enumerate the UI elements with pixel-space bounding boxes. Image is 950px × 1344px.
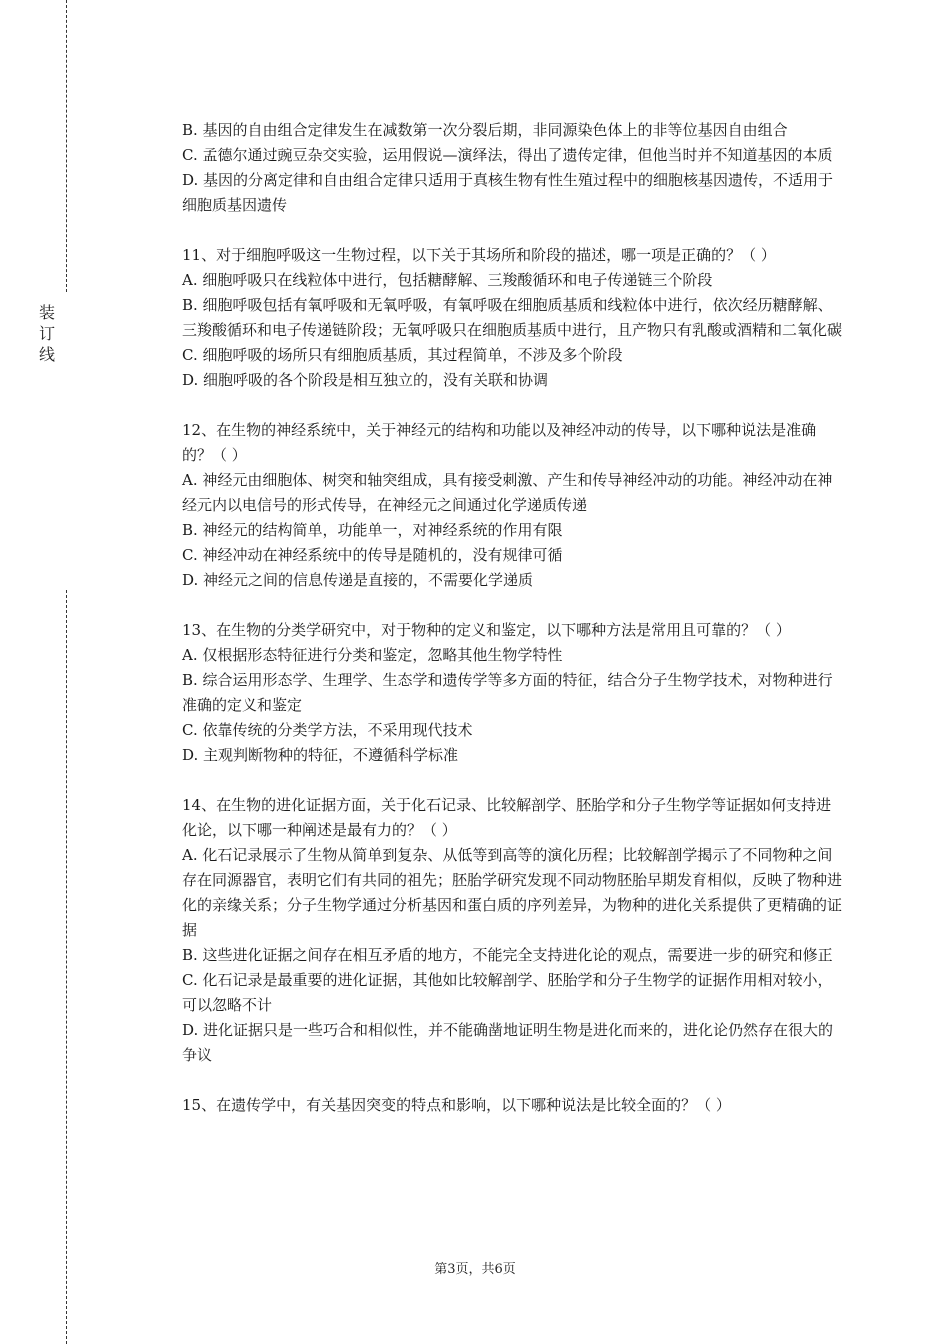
option-c: C. 依靠传统的分类学方法，不采用现代技术 [182,721,473,739]
binding-char: 装 [38,303,55,322]
option-b: B. 基因的自由组合定律发生在减数第一次分裂后期，非同源染色体上的非等位基因自由组合 [182,121,788,139]
question-stem: 11、对于细胞呼吸这一生物过程，以下关于其场所和阶段的描述，哪一项是正确的？（ ） [182,246,776,264]
option-a: A. 化石记录展示了生物从简单到复杂、从低等到高等的演化历程；比较解剖学揭示了不同物种之间存在同源器官，表明它们有共同的祖先；胚胎学研究发现不同动物胚胎早期发育相似，反映了物种进化的亲缘关系；分子生物学通过分析基因和蛋白质的序列差异，为物种的进化关系提供了更精确的证据 [182,846,843,939]
binding-dashed-line-bottom [66,590,67,1344]
binding-label [36,302,58,365]
question-stem: 12、在生物的神经系统中，关于神经元的结构和功能以及神经冲动的传导，以下哪种说法是准确的？（ ） [182,421,817,464]
option-a: A. 仅根据形态特征进行分类和鉴定，忽略其他生物学特性 [182,646,563,664]
option-c: C. 孟德尔通过豌豆杂交实验，运用假说—演绎法，得出了遗传定律，但他当时并不知道基因的本质 [182,146,833,164]
question-11 [182,243,842,393]
question-stem: 13、在生物的分类学研究中，对于物种的定义和鉴定，以下哪种方法是常用且可靠的？（ ） [182,621,791,639]
question-15 [182,1093,842,1118]
option-d: D. 神经元之间的信息传递是直接的，不需要化学递质 [182,571,534,589]
option-b: B. 神经元的结构简单，功能单一，对神经系统的作用有限 [182,521,563,539]
question-13 [182,618,842,768]
option-a: A. 神经元由细胞体、树突和轴突组成，具有接受刺激、产生和传导神经冲动的功能。神经冲动在神经元内以电信号的形式传导，在神经元之间通过化学递质传递 [182,471,833,514]
continued-question [182,118,842,218]
binding-char: 订 [38,324,55,343]
option-b: B. 综合运用形态学、生理学、生态学和遗传学等多方面的特征，结合分子生物学技术，对物种进行准确的定义和鉴定 [182,671,833,714]
question-stem: 14、在生物的进化证据方面，关于化石记录、比较解剖学、胚胎学和分子生物学等证据如何支持进化论，以下哪一种阐述是最有力的？（ ） [182,796,832,839]
page-content [182,118,842,1143]
option-c: C. 化石记录是最重要的进化证据，其他如比较解剖学、胚胎学和分子生物学的证据作用相对较小，可以忽略不计 [182,971,833,1014]
question-14 [182,793,842,1068]
binding-dashed-line-top [66,0,67,292]
option-c: C. 细胞呼吸的场所只有细胞质基质，其过程简单，不涉及多个阶段 [182,346,623,364]
option-d: D. 细胞呼吸的各个阶段是相互独立的，没有关联和协调 [182,371,549,389]
question-12 [182,418,842,593]
option-d: D. 进化证据只是一些巧合和相似性，并不能确凿地证明生物是进化而来的，进化论仍然存在很大的争议 [182,1021,834,1064]
option-d: D. 基因的分离定律和自由组合定律只适用于真核生物有性生殖过程中的细胞核基因遗传，不适用于细胞质基因遗传 [182,171,834,214]
option-b: B. 细胞呼吸包括有氧呼吸和无氧呼吸，有氧呼吸在细胞质基质和线粒体中进行，依次经历糖酵解、三羧酸循环和电子传递链阶段；无氧呼吸只在细胞质基质中进行，且产物只有乳酸或酒精和二氧化碳 [182,296,843,339]
binding-char: 线 [38,345,55,364]
option-d: D. 主观判断物种的特征，不遵循科学标准 [182,746,459,764]
question-stem: 15、在遗传学中，有关基因突变的特点和影响，以下哪种说法是比较全面的？（ ） [182,1096,731,1114]
page-number: 第3页，共6页 [434,1262,516,1277]
option-b: B. 这些进化证据之间存在相互矛盾的地方，不能完全支持进化论的观点，需要进一步的研究和修正 [182,946,833,964]
page-footer [0,1258,950,1277]
option-a: A. 细胞呼吸只在线粒体中进行，包括糖酵解、三羧酸循环和电子传递链三个阶段 [182,271,713,289]
option-c: C. 神经冲动在神经系统中的传导是随机的，没有规律可循 [182,546,563,564]
